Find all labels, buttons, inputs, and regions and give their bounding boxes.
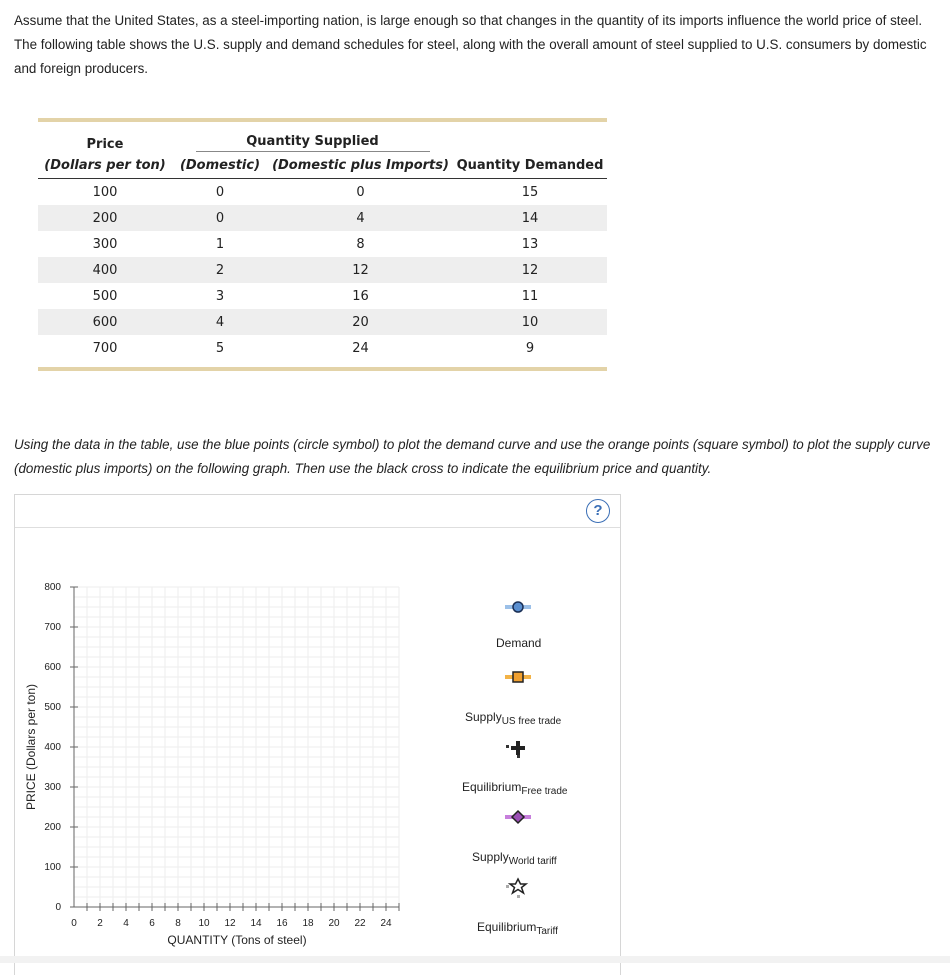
cell-price: 400 (38, 257, 172, 283)
cell-quantity-demanded: 13 (521, 236, 539, 252)
cell-price: 500 (92, 288, 118, 304)
table-row (38, 257, 607, 283)
cell-price: 200 (38, 205, 172, 231)
legend-supply-world: Supply$_{World tariff}$ (472, 850, 557, 867)
y-tick-label: 800 (44, 582, 61, 593)
table-row (38, 205, 607, 231)
intro-paragraph: Assume that the United States, as a steel-importing nation, is large enough so that changes in the quantity of its imports influence the world price of steel. The following table shows the U.S. supply and demand schedules for steel, along with the overall amount of steel supplied to U.S. consumers by domestic and foreign producers. (14, 13, 927, 76)
bottom-edge (0, 956, 950, 963)
y-tick-label: 300 (44, 782, 61, 793)
cell-price: 700 (92, 340, 118, 356)
cell-domestic: 5 (215, 340, 225, 356)
cell-quantity-demanded: 14 (453, 205, 607, 231)
x-tick-label: 22 (354, 918, 366, 929)
x-tick-label: 24 (380, 918, 392, 929)
y-tick-label: 600 (44, 662, 61, 673)
x-tick-label: 12 (224, 918, 236, 929)
cell-domestic: 4 (172, 309, 268, 335)
x-tick-label: 20 (328, 918, 340, 929)
graph-panel (14, 494, 621, 975)
help-icon[interactable]: ? (586, 499, 610, 523)
cell-domestic-plus-imports: 4 (268, 205, 453, 231)
cell-domestic-plus-imports: 24 (352, 340, 369, 356)
x-tick-label: 6 (149, 918, 155, 929)
cell-domestic: 3 (215, 288, 225, 304)
y-tick-label: 400 (44, 742, 61, 753)
cell-domestic: 0 (215, 184, 225, 200)
x-tick-label: 0 (71, 918, 77, 929)
x-tick-label: 14 (250, 918, 262, 929)
header-quantity-demanded: Quantity Demanded (453, 154, 607, 179)
cell-domestic-plus-imports: 20 (268, 309, 453, 335)
demand-circle-icon[interactable] (513, 602, 523, 612)
cell-domestic-plus-imports: 8 (356, 236, 365, 252)
legend-equilibrium-tariff: Equilibrium$_{Tariff}$ (477, 920, 558, 937)
graph-toolbar (15, 495, 620, 528)
y-tick-label: 500 (44, 702, 61, 713)
header-price: Price (86, 137, 124, 152)
cell-domestic: 0 (172, 205, 268, 231)
table-row (38, 179, 607, 206)
y-tick-label: 700 (44, 622, 61, 633)
y-axis-label: PRICE (Dollars per ton) (24, 683, 38, 811)
x-tick-label: 2 (97, 918, 103, 929)
cell-domestic-plus-imports: 16 (352, 288, 369, 304)
legend-equilibrium-free: Equilibrium$_{Free trade}$ (462, 780, 568, 797)
table-bottom-bar (38, 367, 607, 371)
y-tick-label: 0 (55, 902, 61, 913)
cell-price: 600 (38, 309, 172, 335)
cell-price: 300 (92, 236, 118, 252)
header-quantity-supplied: Quantity Supplied (196, 134, 430, 152)
header-domestic-plus-imports: (Domestic plus Imports) (268, 154, 453, 179)
x-tick-label: 16 (276, 918, 288, 929)
cell-price: 100 (92, 184, 118, 200)
cell-quantity-demanded: 9 (525, 340, 535, 356)
cell-domestic: 2 (172, 257, 268, 283)
legend-supply-us: Supply$_{US free trade}$ (465, 710, 562, 727)
supply-square-icon[interactable] (513, 672, 523, 682)
x-tick-label: 8 (175, 918, 181, 929)
table-row (38, 283, 607, 309)
cell-quantity-demanded: 15 (521, 184, 539, 200)
legend-demand: Demand (496, 636, 542, 650)
x-tick-label: 18 (302, 918, 314, 929)
header-domestic: (Domestic) (172, 154, 268, 179)
table-row (38, 309, 607, 335)
cell-quantity-demanded: 11 (521, 288, 539, 304)
x-tick-label: 4 (123, 918, 129, 929)
x-axis-label: QUANTITY (Tons of steel) (167, 933, 307, 947)
cell-domestic-plus-imports: 12 (268, 257, 453, 283)
header-price-unit: (Dollars per ton) (38, 154, 172, 179)
x-tick-label: 10 (198, 918, 210, 929)
table-row (38, 335, 607, 361)
y-tick-label: 200 (44, 822, 61, 833)
table-row (38, 231, 607, 257)
cell-domestic: 1 (215, 236, 225, 252)
cell-domestic-plus-imports: 0 (356, 184, 365, 200)
cell-quantity-demanded: 10 (453, 309, 607, 335)
y-tick-label: 100 (44, 862, 61, 873)
instructions: Using the data in the table, use the blue points (circle symbol) to plot the demand curve and use the orange points (square symbol) to plot the supply curve (domestic plus imports) on the following graph. Then use the black cross to indicate the equilibrium price and quantity. (14, 437, 931, 476)
supply-demand-table (38, 118, 607, 371)
cell-quantity-demanded: 12 (453, 257, 607, 283)
